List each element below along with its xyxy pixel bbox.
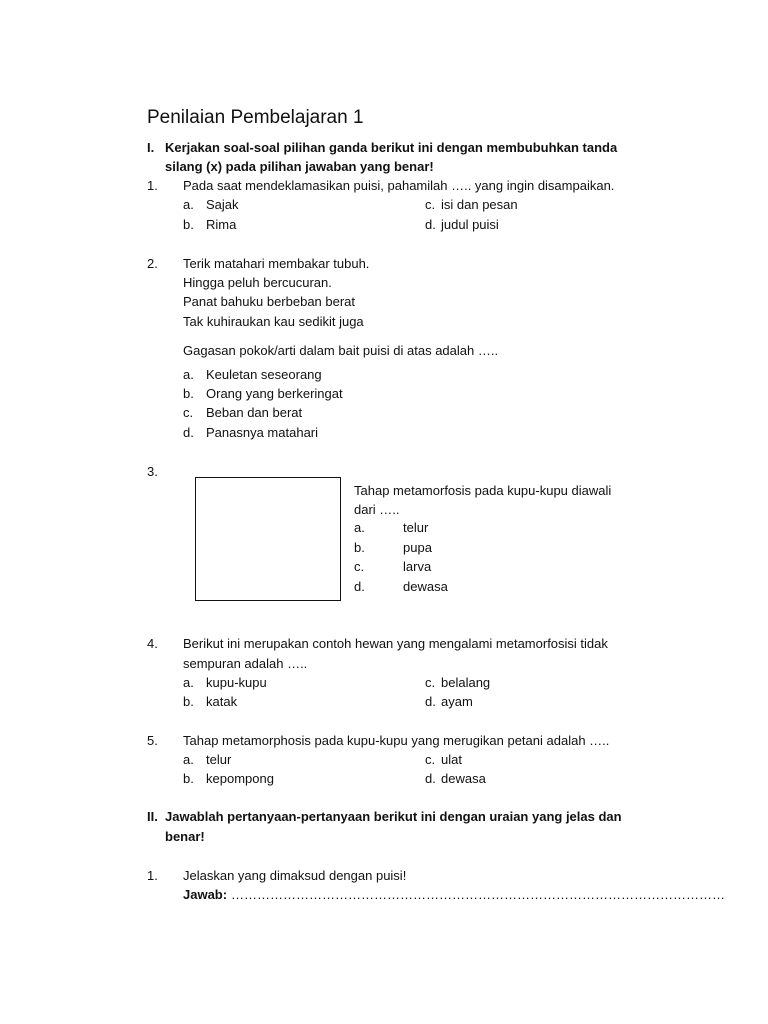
- q1-option-d: judul puisi: [441, 217, 499, 232]
- q3-number: 3.: [147, 464, 158, 479]
- q4-option-a: kupu-kupu: [206, 675, 267, 690]
- q5-option-b-letter: b.: [183, 771, 194, 786]
- q2-option-b-letter: b.: [183, 386, 194, 401]
- q2-poem-line1: Terik matahari membakar tubuh.: [183, 256, 370, 271]
- section-2-instruction-line1: Jawablah pertanyaan-pertanyaan berikut ini dengan uraian yang jelas dan: [165, 809, 622, 824]
- section-1-instruction-line1: Kerjakan soal-soal pilihan ganda berikut ini dengan membubuhkan tanda: [165, 140, 618, 155]
- q2-number: 2.: [147, 256, 158, 271]
- q1-option-b: Rima: [206, 217, 237, 232]
- q2-option-a-letter: a.: [183, 367, 194, 382]
- q4-option-c-letter: c.: [425, 675, 436, 690]
- metamorphosis-image-placeholder: [195, 477, 341, 601]
- essay-1-question: Jelaskan yang dimaksud dengan puisi!: [183, 868, 407, 883]
- q4-option-c: belalang: [441, 675, 491, 690]
- q2-option-a: Keuletan seseorang: [206, 367, 322, 382]
- q1-option-b-letter: b.: [183, 217, 194, 232]
- q1-number: 1.: [147, 178, 158, 193]
- q5-option-b: kepompong: [206, 771, 274, 786]
- q1-option-c: isi dan pesan: [441, 197, 518, 212]
- q3-option-d: dewasa: [403, 579, 448, 594]
- q5-option-d-letter: d.: [425, 771, 436, 786]
- section-1-number: I.: [147, 140, 155, 155]
- q2-poem-line2: Hingga peluh bercucuran.: [183, 275, 332, 290]
- q1-option-c-letter: c.: [425, 197, 436, 212]
- page-title: Penilaian Pembelajaran 1: [147, 107, 364, 128]
- q2-poem-line3: Panat bahuku berbeban berat: [183, 294, 356, 309]
- q3-option-b: pupa: [403, 540, 432, 555]
- q5-option-a-letter: a.: [183, 752, 194, 767]
- q4-text-line2: sempuran adalah …..: [183, 656, 308, 671]
- section-2-number: II.: [147, 809, 158, 824]
- q3-text-line2: dari …..: [354, 502, 400, 517]
- q5-option-c-letter: c.: [425, 752, 436, 767]
- q1-option-a: Sajak: [206, 197, 239, 212]
- essay-1-number: 1.: [147, 868, 158, 883]
- q3-option-d-letter: d.: [354, 579, 365, 594]
- section-1-instruction-line2: silang (x) pada pilihan jawaban yang benar!: [165, 159, 434, 174]
- q1-option-a-letter: a.: [183, 197, 194, 212]
- q4-option-b-letter: b.: [183, 694, 194, 709]
- q2-poem-line4: Tak kuhiraukan kau sedikit juga: [183, 314, 364, 329]
- q2-option-d-letter: d.: [183, 425, 194, 440]
- q1-text: Pada saat mendeklamasikan puisi, pahamilah ….. yang ingin disampaikan.: [183, 178, 615, 193]
- section-2-instruction-line2: benar!: [165, 829, 205, 844]
- q3-option-b-letter: b.: [354, 540, 365, 555]
- q3-option-c-letter: c.: [354, 559, 365, 574]
- q2-option-d: Panasnya matahari: [206, 425, 319, 440]
- q3-option-a: telur: [403, 520, 429, 535]
- q2-option-c-letter: c.: [183, 405, 194, 420]
- q5-option-a: telur: [206, 752, 232, 767]
- essay-1-answer-label: Jawab:: [183, 887, 228, 902]
- q4-text-line1: Berikut ini merupakan contoh hewan yang mengalami metamorfosisi tidak: [183, 636, 608, 651]
- q2-question: Gagasan pokok/arti dalam bait puisi di atas adalah …..: [183, 343, 499, 358]
- q4-number: 4.: [147, 636, 158, 651]
- q5-number: 5.: [147, 733, 158, 748]
- essay-1-answer-line: ……………………………………………………………………………………………………: [231, 887, 725, 902]
- q1-option-d-letter: d.: [425, 217, 436, 232]
- q2-option-c: Beban dan berat: [206, 405, 303, 420]
- q4-option-a-letter: a.: [183, 675, 194, 690]
- q4-option-d-letter: d.: [425, 694, 436, 709]
- q3-option-c: larva: [403, 559, 432, 574]
- q5-text: Tahap metamorphosis pada kupu-kupu yang merugikan petani adalah …..: [183, 733, 610, 748]
- q4-option-b: katak: [206, 694, 238, 709]
- q5-option-c: ulat: [441, 752, 462, 767]
- q3-option-a-letter: a.: [354, 520, 365, 535]
- q3-text-line1: Tahap metamorfosis pada kupu-kupu diawali: [354, 483, 612, 498]
- q2-option-b: Orang yang berkeringat: [206, 386, 343, 401]
- q5-option-d: dewasa: [441, 771, 486, 786]
- q4-option-d: ayam: [441, 694, 473, 709]
